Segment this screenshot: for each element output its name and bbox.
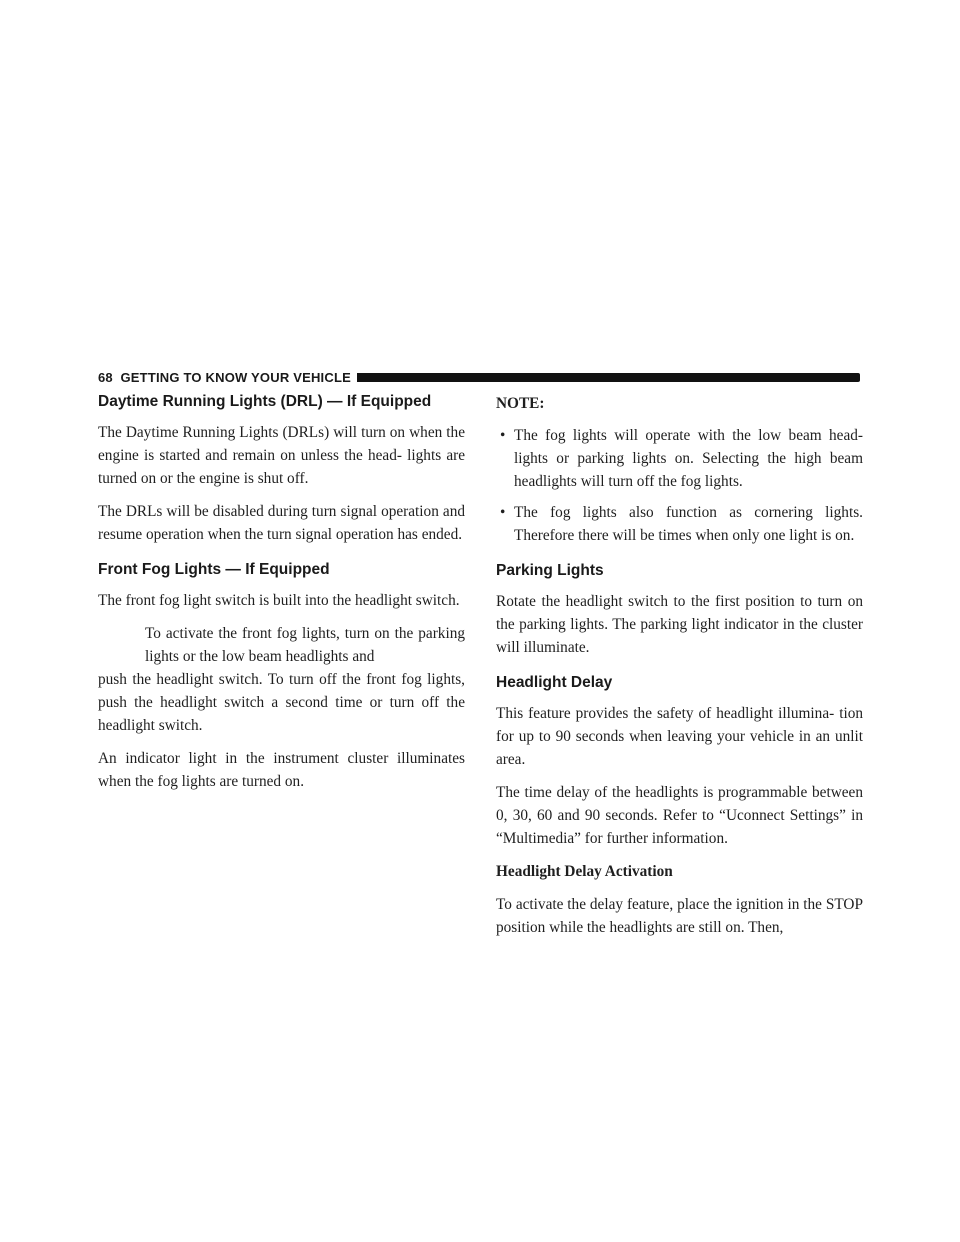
drl-paragraph-1: The Daytime Running Lights (DRLs) will turn on when the engine is started and remain on unless the head- lights are turned on or the engine is shut off. — [98, 424, 465, 487]
list-item — [496, 424, 863, 493]
header-rule — [357, 373, 860, 382]
delay-activation-subheading: Headlight Delay Activation — [496, 863, 673, 880]
delay-paragraph-2: The time delay of the headlights is programmable between 0, 30, 60 and 90 seconds. Refer to “Uconnect Settings” in “Multimedia” for further information. — [496, 784, 863, 847]
drl-paragraph-2: The DRLs will be disabled during turn signal operation and resume operation when the turn signal operation has ended. — [98, 503, 465, 543]
list-item — [496, 501, 863, 547]
bullet-icon: • — [500, 504, 506, 521]
page-header — [98, 369, 860, 385]
bullet-icon: • — [500, 427, 506, 444]
parking-heading: Parking Lights — [496, 562, 604, 579]
fog-paragraph-3: An indicator light in the instrument cluster illuminates when the fog lights are turned on. — [98, 750, 465, 790]
left-column — [98, 392, 465, 803]
page-number: 68 — [98, 369, 113, 385]
note-bullet-2: The fog lights also function as cornering lights. Therefore there will be times when only one light is on. — [514, 504, 863, 544]
fog-paragraph-2-continued: push the headlight switch. To turn off the front fog lights, push the headlight switch a second time or turn off the headlight switch. — [98, 671, 465, 734]
right-column — [496, 392, 863, 949]
fog-heading: Front Fog Lights — If Equipped — [98, 561, 330, 578]
fog-paragraph-2-indented: To activate the front fog lights, turn on the parking lights or the low beam headlights and — [145, 625, 465, 665]
section-title: GETTING TO KNOW YOUR VEHICLE — [120, 369, 351, 385]
note-bullet-1: The fog lights will operate with the low beam head- lights or parking lights on. Selecting the high beam headlights will turn off the fog lights. — [514, 427, 863, 490]
delay-heading: Headlight Delay — [496, 674, 613, 691]
note-bullet-list — [496, 424, 863, 547]
page-header-text — [98, 370, 351, 385]
delay-paragraph-1: This feature provides the safety of headlight illumina- tion for up to 90 seconds when leaving your vehicle in an unlit area. — [496, 705, 863, 768]
fog-paragraph-1: The front fog light switch is built into the headlight switch. — [98, 592, 460, 609]
drl-heading: Daytime Running Lights (DRL) — If Equipped — [98, 393, 432, 410]
delay-paragraph-3: To activate the delay feature, place the ignition in the STOP position while the headlights are still on. Then, — [496, 896, 863, 936]
parking-paragraph-1: Rotate the headlight switch to the first position to turn on the parking lights. The parking light indicator in the cluster will illuminate. — [496, 593, 863, 656]
note-label: NOTE: — [496, 395, 545, 412]
